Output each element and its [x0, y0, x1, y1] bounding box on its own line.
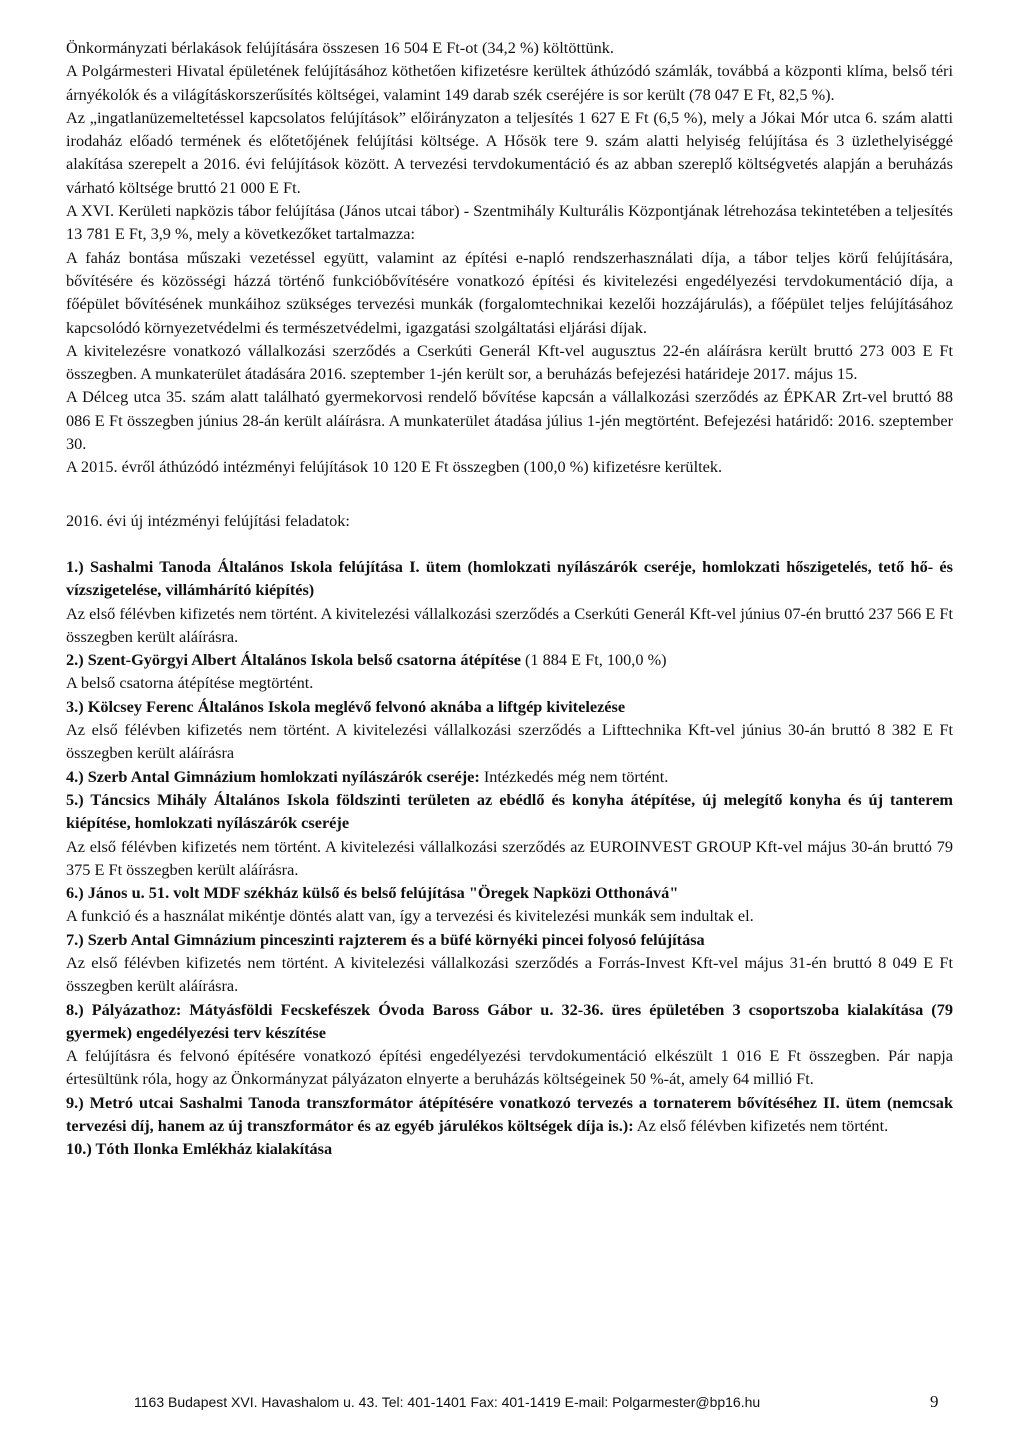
- item-title: 7.) Szerb Antal Gimnázium pinceszinti rajzterem és a büfé környéki pincei folyosó felújítása: [66, 929, 705, 949]
- item-title: 1.) Sashalmi Tanoda Általános Iskola felújítása I. ütem (homlokzati nyílászárók cseréje, homlokzati hőszigetelés, tető hő- és vízszigetelése, villámhárító kiépítés): [66, 556, 953, 600]
- paragraph-day-camp: A XVI. Kerületi napközis tábor felújítása (János utcai tábor) - Szentmihály Kulturális Központjának létrehozása tekintetében a teljesítés 13 781 E Ft, 3,9 %, mely a következőket tartalmazza:: [66, 201, 953, 244]
- item-body: Az első félévben kifizetés nem történt. A kivitelezési vállalkozási szerződés a Forrás-Invest Kft-vel május 31-én bruttó 8 049 E Ft összegben került aláírásra.: [66, 952, 953, 996]
- list-item: [66, 788, 953, 881]
- item-inline-note: (1 884 E Ft, 100,0 %): [520, 650, 667, 670]
- item-title: 6.) János u. 51. volt MDF székház külső és belső felújítása "Öregek Napközi Otthonává": [66, 883, 679, 903]
- document-body: [66, 36, 953, 1161]
- list-item: [66, 928, 953, 998]
- item-body: Az első félévben kifizetés nem történt. A kivitelezési vállalkozási szerződés a Cserkúti Generál Kft-vel június 07-én bruttó 237 566 E Ft összegben került aláírásra.: [66, 603, 953, 646]
- footer-contact: 1163 Budapest XVI. Havashalom u. 43. Tel: 401-1401 Fax: 401-1419 E-mail: Polgarmester@bp16.hu: [134, 1394, 761, 1410]
- item-title: 4.) Szerb Antal Gimnázium homlokzati nyílászárók cseréje:: [66, 766, 480, 786]
- item-title: 2.) Szent-Györgyi Albert Általános Iskola belső csatorna átépítése: [66, 650, 521, 670]
- item-title: 8.) Pályázathoz: Mátyásföldi Fecskefészek Óvoda Baross Gábor u. 32-36. üres épületében 3 csoportszoba kialakítása (79 gyermek) engedélyezési terv készítése: [66, 999, 953, 1042]
- paragraph-mayor-office: A Polgármesteri Hivatal épületének felújításához köthetően kifizetésre kerültek áthúzódó számlák, továbbá a központi klíma, belső téri árnyékolók és a világításkorszerűsítés költségei, valamint 149 darab szék cseréjére is sor került (78 047 E Ft, 82,5 %).: [66, 61, 953, 104]
- item-title: 10.) Tóth Ilonka Emlékház kialakítása: [66, 1139, 333, 1159]
- paragraph-day-camp-details: A faház bontása műszaki vezetéssel együtt, valamint az építési e-napló rendszerhasználati díja, a tábor teljes körű felújítására, bővítésére és közösségi házzá történő funkcióbővítésére vonatkozó építési és kivitelezési engedélyezési tervdokumentáció díja, a főépület bővítésének munkáihoz szükséges tervezési munkák (forgalomtechnikai kezelői hozzájárulás), a főépület teljes felújításához kapcsolódó környezetvédelmi és természetvédelmi, igazgatási szolgáltatási eljárási díjak.: [66, 247, 953, 337]
- item-body: A felújításra és felvonó építésére vonatkozó építési engedélyezési tervdokumentáció elkészült 1 016 E Ft összegben. Pár napja értesültünk róla, hogy az Önkormányzat pályázaton elnyerte a beruházás költségeinek 50 %-át, amely 64 millió Ft.: [66, 1046, 953, 1089]
- list-item: [66, 765, 953, 788]
- list-item: [66, 1137, 953, 1160]
- item-body: Az első félévben kifizetés nem történt. A kivitelezési vállalkozási szerződés a Lifttechnika Kft-vel június 30-án bruttó 8 382 E Ft összegben került aláírásra: [66, 720, 953, 763]
- item-title: 5.) Táncsics Mihály Általános Iskola földszinti területen az ebédlő és konyha átépítése, új melegítő konyha és új tanterem kiépítése, homlokzati nyílászárók cseréje: [66, 789, 953, 833]
- item-inline-note: Intézkedés még nem történt.: [479, 766, 669, 786]
- item-title: 3.) Kölcsey Ferenc Általános Iskola meglévő felvonó aknába a liftgép kivitelezése: [66, 696, 626, 716]
- item-body: Az első félévben kifizetés nem történt. A kivitelezési vállalkozási szerződés az EUROINVEST GROUP Kft-vel május 30-án bruttó 79 375 E Ft összegben került aláírásra.: [66, 836, 953, 879]
- list-item: [66, 998, 953, 1091]
- paragraph-property-renovation: Az „ingatlanüzemeltetéssel kapcsolatos felújítások” előirányzaton a teljesítés 1 627 E Ft (6,5 %), mely a Jókai Mór utca 6. szám alatti irodaház előadó termének és előtetőjének felújítási költsége. A Hősök tere 9. szám alatti helyiség felújítása és 3 üzlethelyiséggé alakítása szerepelt a 2016. évi felújítások között. A tervezési tervdokumentáció és az abban szereplő költségvetés alapján a beruházás várható költsége bruttó 21 000 E Ft.: [66, 107, 953, 197]
- spacer: [66, 532, 953, 555]
- paragraph-construction-contract: A kivitelezésre vonatkozó vállalkozási szerződés a Cserkúti Generál Kft-vel augusztus 22-én aláírásra került bruttó 273 003 E Ft összegben. A munkaterület átadására 2016. szeptember 1-jén került sor, a beruházás befejezési határideje 2017. május 15.: [66, 340, 953, 384]
- item-inline-note: Az első félévben kifizetés nem történt.: [633, 1116, 889, 1136]
- list-item: [66, 881, 953, 928]
- list-item: [66, 695, 953, 765]
- section-heading: 2016. évi új intézményi felújítási feladatok:: [66, 510, 350, 530]
- item-body: A funkció és a használat mikéntje döntés alatt van, így a tervezési és kivitelezési munkák sem indultak el.: [66, 906, 754, 926]
- item-body: A belső csatorna átépítése megtörtént.: [66, 673, 314, 693]
- item-title: 9.) Metró utcai Sashalmi Tanoda transzformátor átépítésére vonatkozó tervezés a tornaterem bővítéséhez II. ütem (nemcsak tervezési díj, hanem az új transzformátor és az egyéb járulékos költségek díja is.):: [66, 1092, 953, 1136]
- list-item: [66, 1091, 953, 1138]
- paragraph-pediatric-clinic: A Délceg utca 35. szám alatt található gyermekorvosi rendelő bővítése kapcsán a vállalkozási szerződés az ÉPKAR Zrt-vel bruttó 88 086 E Ft összegben június 28-án került aláírásra. A munkaterület átadása július 1-jén megtörtént. Befejezési határidő: 2016. szeptember 30.: [66, 387, 953, 454]
- spacer: [66, 479, 953, 509]
- paragraph-carryover: A 2015. évről áthúzódó intézményi felújítások 10 120 E Ft összegben (100,0 %) kifizetésre kerültek.: [66, 457, 723, 477]
- list-item: [66, 555, 953, 648]
- page-number: 9: [930, 1392, 939, 1411]
- list-item: [66, 648, 953, 695]
- paragraph-flat-renovation: Önkormányzati bérlakások felújítására összesen 16 504 E Ft-ot (34,2 %) költöttünk.: [66, 38, 615, 57]
